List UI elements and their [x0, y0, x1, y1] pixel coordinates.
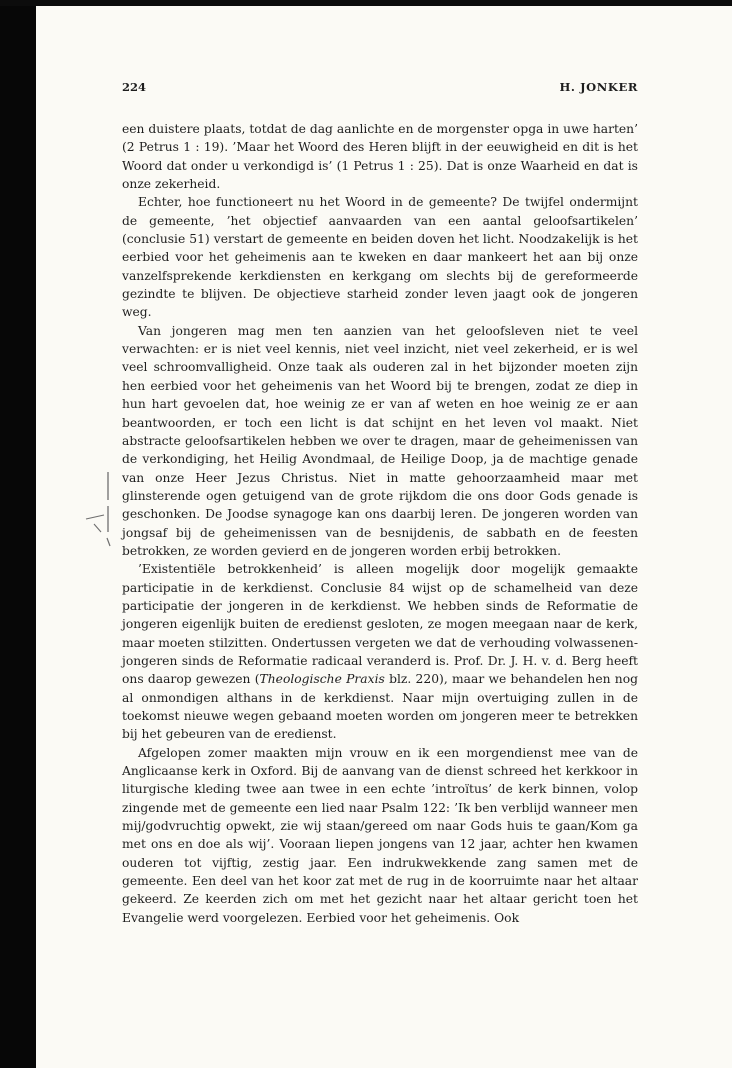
- paragraph-1: een duistere plaats, totdat de dag aanlichte en de morgenster opga in uwe harten’ (2 Petrus 1 : 19). ’Maar het Woord des Heren blijft in der eeuwigheid en dit is het Woord dat onder u verkondigd is’ (1 Petrus 1 : 25). Dat is onze Waarheid en dat is onze zekerheid.: [122, 122, 638, 192]
- paragraph-4: [122, 560, 638, 743]
- running-head: [122, 80, 638, 98]
- page-content: [122, 80, 638, 927]
- pencil-bracket-mark-icon: [82, 470, 118, 570]
- scan-border-right: [732, 0, 738, 1068]
- body-text: [122, 120, 638, 927]
- scan-border-left: [0, 0, 36, 1068]
- page-number: 224: [122, 80, 147, 94]
- paragraph-2: Echter, hoe functioneert nu het Woord in de gemeente? De twijfel ondermijnt de gemeente, ’het objectief aanvaarden van een aantal geloofsartikelen’ (conclusie 51) verstart de gemeente en beiden doven het licht. Noodzakelijk is het eerbied voor het geheimenis aan te kweken en daar mankeert het aan bij onze vanzelfsprekende kerkdiensten en kerkgang om slechts bij de gereformeerde gezindte te blijven. De objectieve starheid zonder leven jaagt ook de jongeren weg.: [122, 195, 638, 320]
- running-head-author: H. JONKER: [559, 80, 638, 94]
- paragraph-5: Afgelopen zomer maakten mijn vrouw en ik een morgendienst mee van de Anglicaanse kerk in Oxford. Bij de aanvang van de dienst schreed het kerkkoor in liturgische kleding twee aan twee in een echte ’introïtus’ de kerk binnen, volop zingende met de gemeente een lied naar Psalm 122: ’Ik ben verblijd wanneer men mij/godvruchtig opwekt, zie wij staan/gereed om naar Gods huis te gaan/Kom ga met ons en doe als wij’. Vooraan liepen jongens van 12 jaar, achter hen kwamen ouderen tot vijftig, zestig jaar. Een indrukwekkende zang samen met de gemeente. Een deel van het koor zat met de rug in de koorruimte naar het altaar gekeerd. Ze keerden zich om met het gezicht naar het altaar gericht toen het Evangelie werd voorgelezen. Eerbied voor het geheimenis. Ook: [122, 745, 638, 925]
- paragraph-3: Van jongeren mag men ten aanzien van het geloofsleven niet te veel verwachten: er is niet veel kennis, niet veel inzicht, niet veel zekerheid, er is wel veel schroomvalligheid. Onze taak als ouderen zal in het bijzonder moeten zijn hen eerbied voor het geheimenis van het Woord bij te brengen, zodat ze diep in hun hart gevoelen dat, hoe weinig ze er van af weten en hoe weinig ze er aan beantwoorden, er toch een licht is dat schijnt en het leven vol maakt. Niet abstracte geloofsartikelen hebben we over te dragen, maar de geheimenissen van de verkondiging, het Heilig Avondmaal, de Heilige Doop, ja de machtige genade van onze Heer Jezus Christus. Niet in matte gehoorzaamheid maar met glinsterende ogen getuigend van de grote rijkdom die ons door Gods genade is geschonken. De Joodse synagoge kan ons daarbij leren. De jongeren worden van jongsaf bij de geheimenissen van de besnijdenis, de sabbath en de feesten betrokken, ze worden gevierd en de jongeren worden erbij betrokken.: [122, 323, 638, 558]
- paragraph-4-text-a: ’Existentiële betrokkenheid’ is alleen mogelijk door mogelijk gemaakte participatie in de kerkdienst. Conclusie 84 wijst op de schamelheid van deze participatie der jongeren in de kerkdienst. We hebben sinds de Reformatie de jongeren eigenlijk buiten de eredienst gesloten, ze mogen meegaan naar de kerk, maar moeten stilzitten. Ondertussen vergeten we dat de verhouding volwassenen-jongeren sinds de Reformatie radicaal veranderd is. Prof. Dr. J. H. v. d. Berg heeft ons daarop gewezen (: [122, 562, 638, 687]
- book-title-theologische-praxis: Theologische Praxis: [259, 672, 385, 687]
- scan-border-top: [0, 0, 738, 6]
- paragraph-4-text-b: blz. 220), maar we behandelen hen nog al onmondigen althans in de kerkdienst. Naar mijn overtuiging zullen in de toekomst nieuwe wegen gebaand moeten worden om jongeren meer te betrekken bij het gebeuren van de eredienst.: [122, 672, 638, 742]
